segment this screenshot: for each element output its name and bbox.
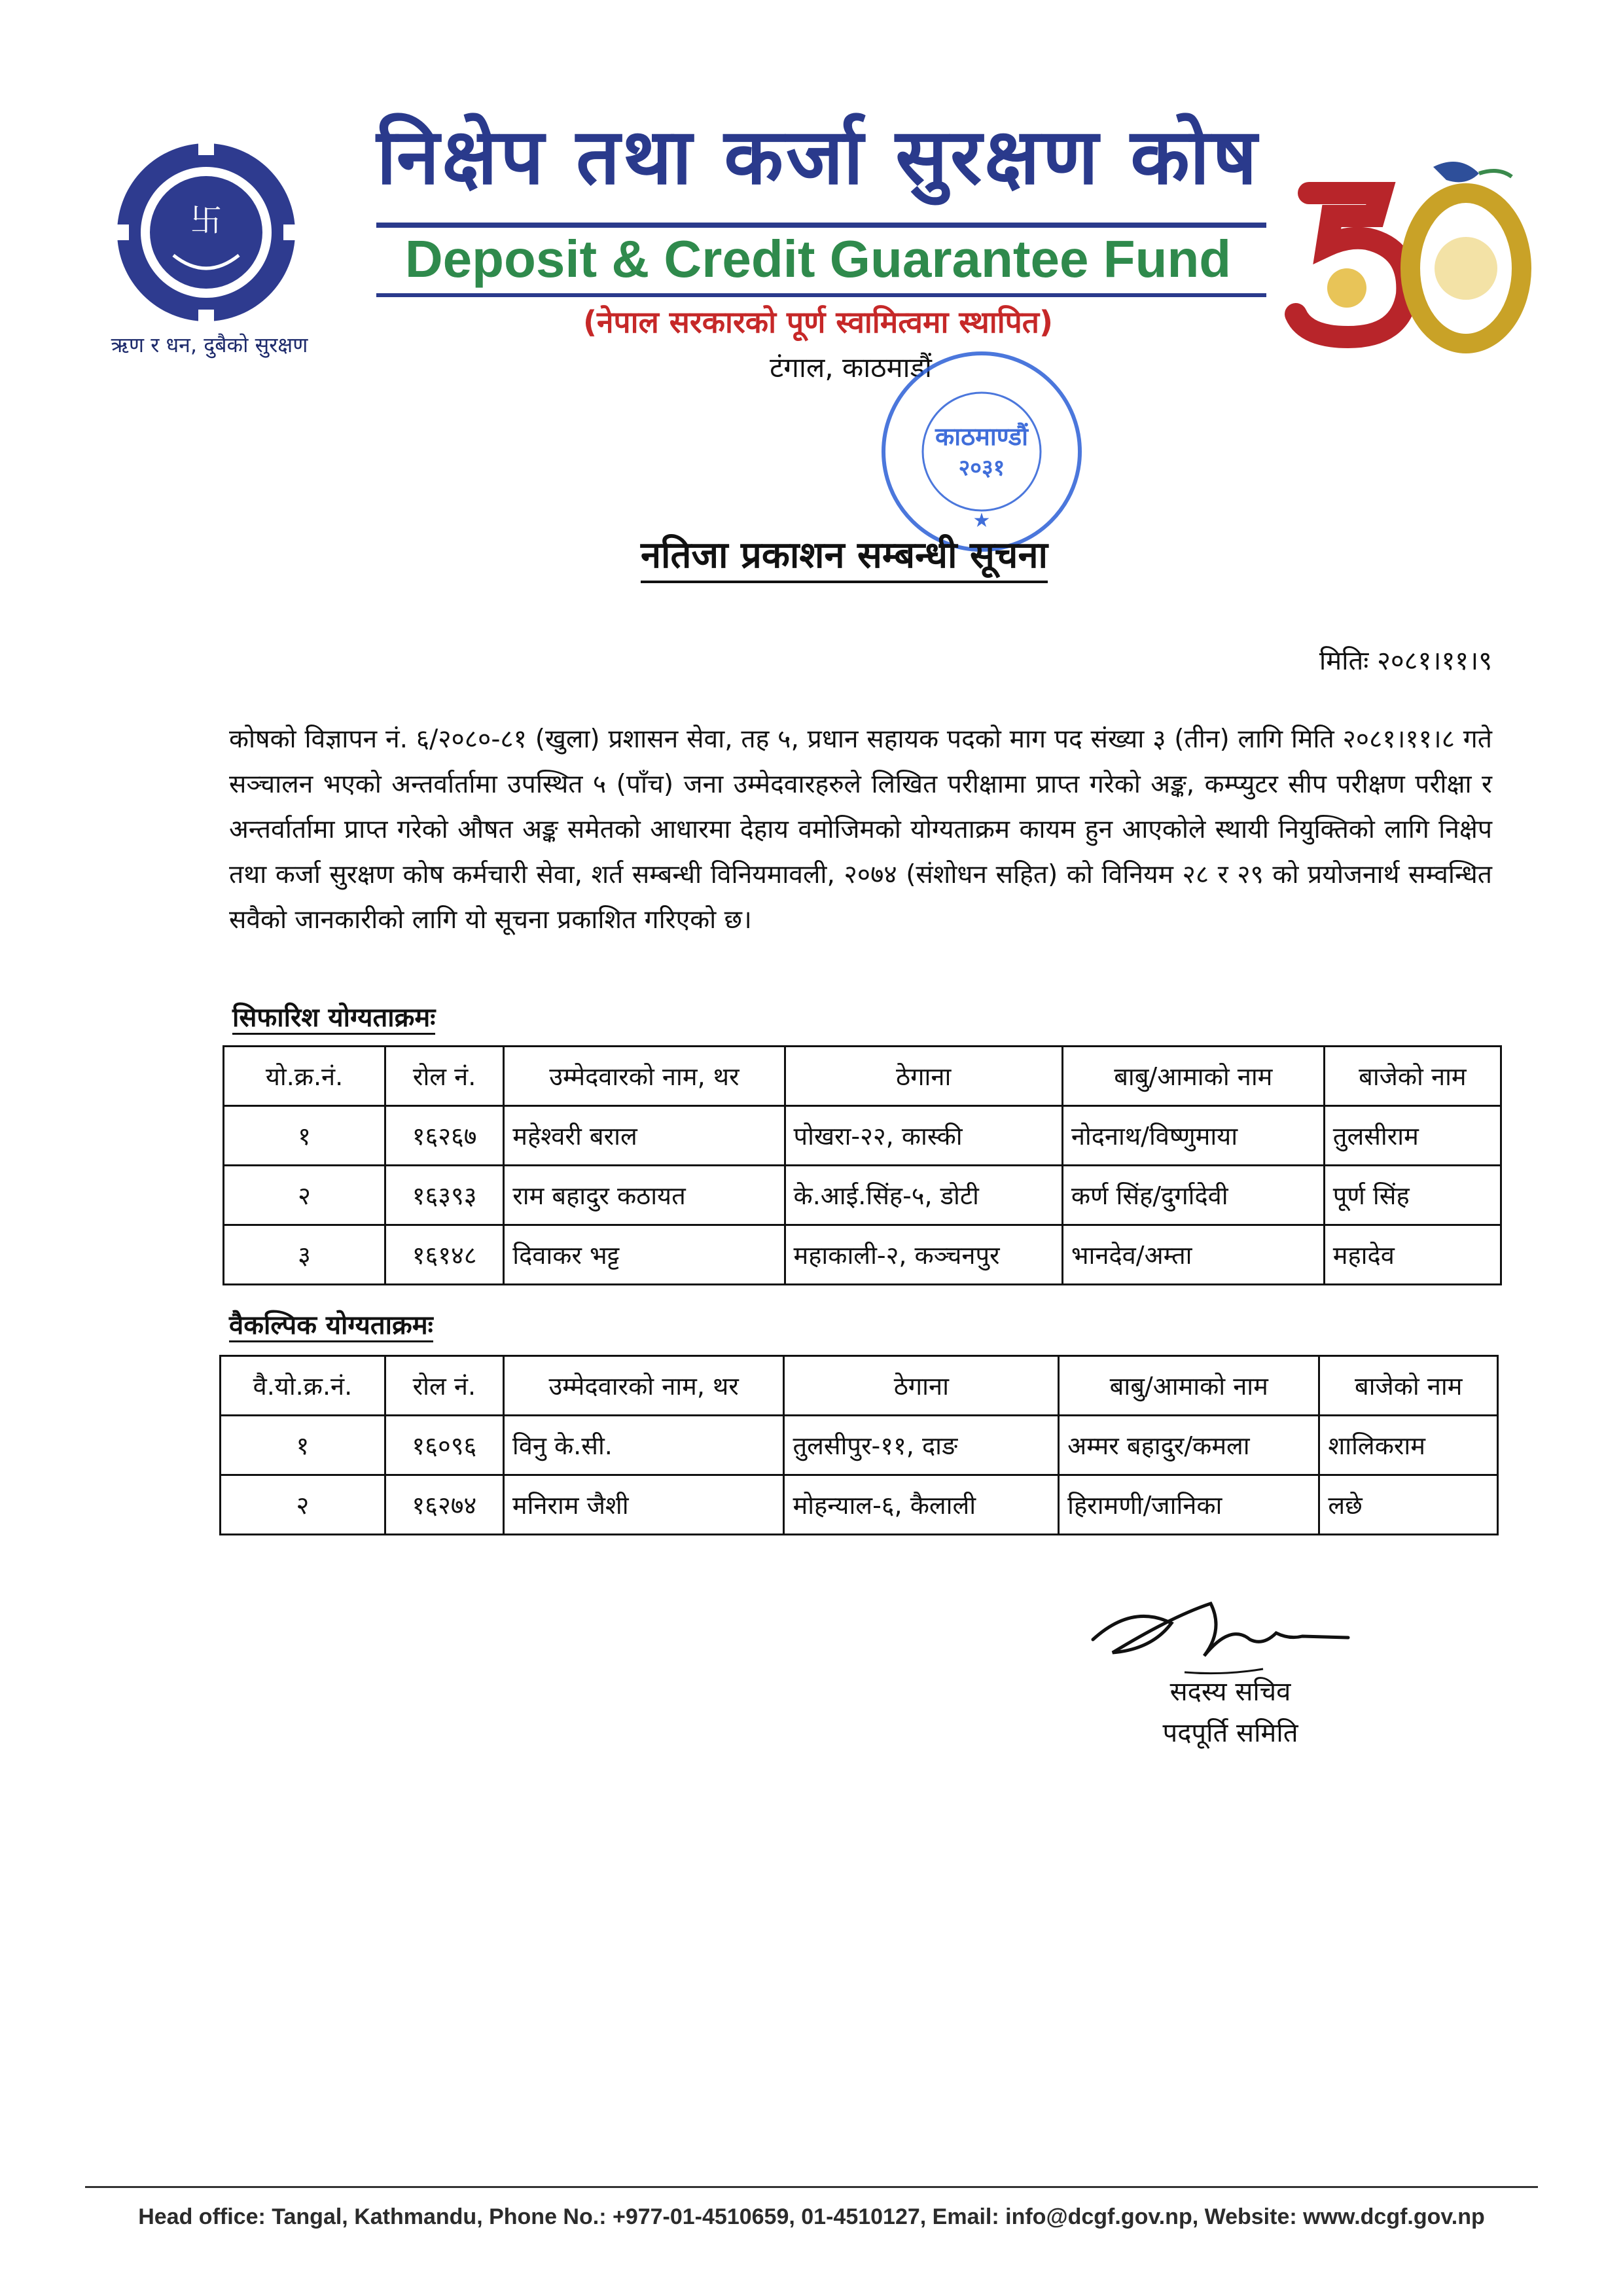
- table-cell: २: [221, 1475, 385, 1535]
- recommended-list-heading: सिफारिश योग्यताक्रमः: [232, 998, 435, 1034]
- table-cell: १६०९६: [385, 1416, 503, 1475]
- alternative-table: [219, 1355, 1499, 1535]
- table-cell: तुलसीपुर-११, दाङ: [784, 1416, 1059, 1475]
- recommended-table: [223, 1045, 1502, 1285]
- column-header: उम्मेदवारको नाम, थर: [504, 1047, 785, 1106]
- table-cell: १६२७४: [385, 1475, 503, 1535]
- organization-name-english: Deposit & Credit Guarantee Fund: [404, 230, 1232, 288]
- notice-date: मितिः २०८१।११।९: [1319, 646, 1492, 676]
- table-cell: ३: [224, 1225, 385, 1285]
- organization-logo: [115, 141, 298, 324]
- footer-contact: Head office: Tangal, Kathmandu, Phone No.: +977-01-4510659, 01-4510127, Email: info@dcgf.gov.np, Website: www.dcgf.gov.np: [138, 2204, 1485, 2229]
- logo-tagline: ऋण र धन, दुबैको सुरक्षण: [111, 332, 308, 357]
- notice-title: नतिजा प्रकाशन सम्बन्धी सूचना: [550, 529, 1139, 579]
- column-header: बाजेको नाम: [1319, 1356, 1498, 1416]
- table-header-row: [224, 1047, 1501, 1106]
- column-header: वै.यो.क्र.नं.: [221, 1356, 385, 1416]
- table-cell: १६१४८: [385, 1225, 504, 1285]
- svg-text:★: ★: [972, 509, 991, 532]
- table-cell: १६३९३: [385, 1166, 504, 1225]
- table-cell: लछे: [1319, 1475, 1498, 1535]
- table-row: [224, 1225, 1501, 1285]
- table-cell: २: [224, 1166, 385, 1225]
- column-header: ठेगाना: [784, 1356, 1059, 1416]
- table-row: [224, 1106, 1501, 1166]
- svg-text:卐: 卐: [190, 202, 223, 239]
- column-header: बाबु/आमाको नाम: [1059, 1356, 1319, 1416]
- notice-body: कोषको विज्ञापन नं. ६/२०८०-८१ (खुला) प्रशासन सेवा, तह ५, प्रधान सहायक पदको माग पद संख्या ३ (तीन) लागि मिति २०८१।११।८ गते सञ्चालन भएको अन्तर्वार्तामा उपस्थित ५ (पाँच) जना उम्मेदवारहरुले लिखित परीक्षामा प्राप्त गरेको अङ्क, कम्प्युटर सीप परीक्षण परीक्षा र अन्तर्वार्तामा प्राप्त गरेको औषत अङ्क समेतको आधारमा देहाय वमोजिमको योग्यताक्रम कायम हुन आएकोले स्थायी नियुक्तिको लागि निक्षेप तथा कर्जा सुरक्षण कोष कर्मचारी सेवा, शर्त सम्बन्धी विनियमावली, २०७४ (संशोधन सहित) को विनियम २८ र २९ को प्रयोजनार्थ सम्वन्धित सवैको जानकारीको लागि यो सूचना प्रकाशित गरिएको छ।: [229, 725, 1492, 935]
- column-header: उम्मेदवारको नाम, थर: [503, 1356, 784, 1416]
- table-cell: मोहन्याल-६, कैलाली: [784, 1475, 1059, 1535]
- table-cell: महेश्वरी बराल: [504, 1106, 785, 1166]
- alternative-list-heading: वैकल्पिक योग्यताक्रमः: [229, 1306, 433, 1342]
- table-cell: १: [224, 1106, 385, 1166]
- table-cell: शालिकराम: [1319, 1416, 1498, 1475]
- signatory-committee: पदपूर्ति समिति: [1162, 1718, 1298, 1748]
- table-cell: कर्ण सिंह/दुर्गादेवी: [1062, 1166, 1324, 1225]
- column-header: रोल नं.: [385, 1047, 504, 1106]
- organization-subtitle: (नेपाल सरकारको पूर्ण स्वामित्वमा स्थापित): [583, 304, 1053, 340]
- table-cell: १: [221, 1416, 385, 1475]
- header-rule: [376, 293, 1266, 297]
- table-header-row: [221, 1356, 1498, 1416]
- footer-rule: [85, 2186, 1538, 2188]
- golden-jubilee-logo: [1270, 141, 1544, 376]
- table-cell: विनु के.सी.: [503, 1416, 784, 1475]
- table-row: [221, 1416, 1498, 1475]
- svg-text:२०३१: २०३१: [958, 455, 1005, 481]
- column-header: यो.क्र.नं.: [224, 1047, 385, 1106]
- table-cell: मनिराम जैशी: [503, 1475, 784, 1535]
- table-cell: पूर्ण सिंह: [1324, 1166, 1501, 1225]
- svg-text:काठमाण्डौं: काठमाण्डौं: [935, 422, 1028, 451]
- table-cell: महादेव: [1324, 1225, 1501, 1285]
- column-header: रोल नं.: [385, 1356, 503, 1416]
- table-cell: भानदेव/अम्ता: [1062, 1225, 1324, 1285]
- organization-name-nepali: निक्षेप तथा कर्जा सुरक्षण कोष: [376, 111, 1260, 202]
- column-header: ठेगाना: [785, 1047, 1062, 1106]
- header-rule: [376, 223, 1266, 228]
- table-cell: दिवाकर भट्ट: [504, 1225, 785, 1285]
- table-row: [221, 1475, 1498, 1535]
- official-stamp: [857, 347, 1106, 556]
- table-cell: तुलसीराम: [1324, 1106, 1501, 1166]
- table-cell: अम्मर बहादुर/कमला: [1059, 1416, 1319, 1475]
- organization-location: टंगाल, काठमाडौं: [770, 351, 932, 384]
- table-cell: महाकाली-२, कञ्चनपुर: [785, 1225, 1062, 1285]
- table-cell: हिरामणी/जानिका: [1059, 1475, 1319, 1535]
- handwritten-signature: [1073, 1577, 1361, 1682]
- column-header: बाजेको नाम: [1324, 1047, 1501, 1106]
- column-header: बाबु/आमाको नाम: [1062, 1047, 1324, 1106]
- table-row: [224, 1166, 1501, 1225]
- table-cell: पोखरा-२२, कास्की: [785, 1106, 1062, 1166]
- signatory-title: सदस्य सचिव: [1169, 1677, 1291, 1707]
- table-cell: नोदनाथ/विष्णुमाया: [1062, 1106, 1324, 1166]
- table-cell: राम बहादुर कठायत: [504, 1166, 785, 1225]
- table-cell: १६२६७: [385, 1106, 504, 1166]
- table-cell: के.आई.सिंह-५, डोटी: [785, 1166, 1062, 1225]
